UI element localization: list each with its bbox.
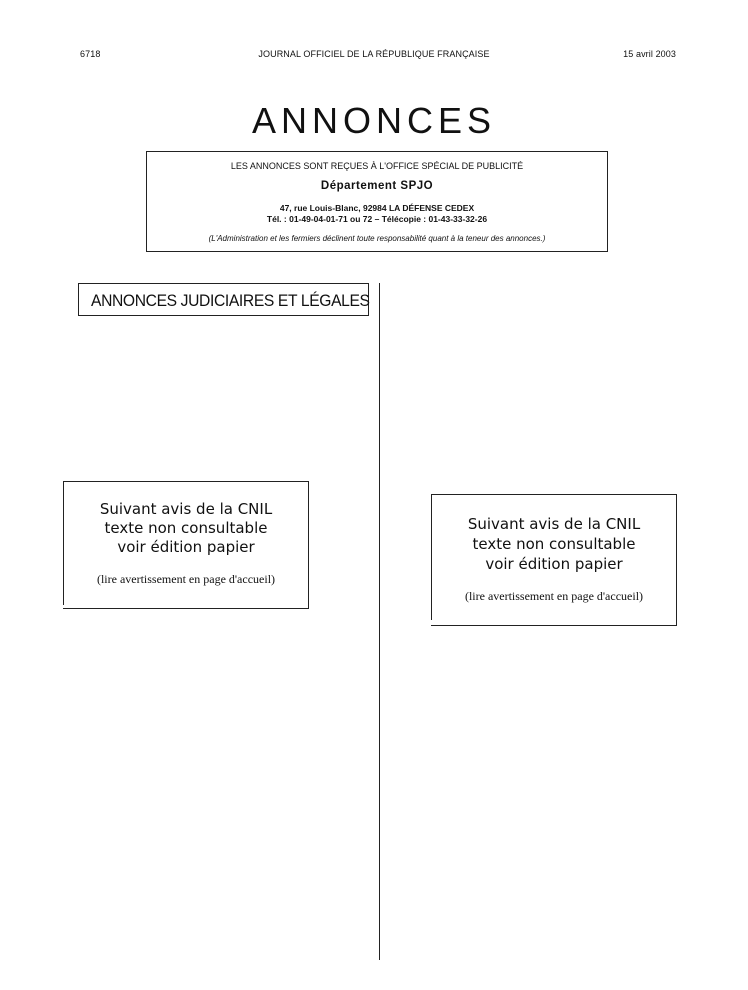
cnil-notice-right — [431, 494, 677, 626]
notice-note: (lire avertissement en page d'accueil) — [464, 589, 644, 603]
column-divider — [379, 283, 380, 960]
notice-line-3: voir édition papier — [485, 555, 623, 573]
info-line-department: Département SPJO — [320, 180, 434, 192]
journal-title: JOURNAL OFFICIEL DE LA RÉPUBLIQUE FRANÇAISE — [258, 49, 490, 59]
notice-line-1: Suivant avis de la CNIL — [467, 515, 641, 533]
section-title: ANNONCES JUDICIAIRES ET LÉGALES — [91, 291, 370, 310]
page-banner-title: ANNONCES — [251, 100, 497, 141]
notice-line-1: Suivant avis de la CNIL — [99, 500, 273, 518]
notice-border-top — [63, 481, 309, 482]
info-line-address: 47, rue Louis-Blanc, 92984 LA DÉFENSE CEDEX — [279, 203, 475, 213]
notice-line-3: voir édition papier — [117, 538, 255, 556]
notice-border-bottom — [63, 608, 309, 609]
info-line-phone: Tél. : 01-49-04-01-71 ou 72 – Télécopie : 01-43-33-32-26 — [266, 214, 488, 224]
notice-border-bottom — [431, 625, 677, 626]
notice-note: (lire avertissement en page d'accueil) — [96, 572, 276, 586]
cnil-notice-left — [63, 481, 309, 609]
publicity-office-info-box — [146, 151, 608, 252]
notice-line-2: texte non consultable — [472, 535, 636, 553]
issue-date: 15 avril 2003 — [623, 49, 676, 59]
info-line-reception: LES ANNONCES SONT REÇUES À L'OFFICE SPÉCIAL DE PUBLICITÉ — [230, 161, 524, 171]
page-number: 6718 — [80, 49, 101, 59]
notice-line-2: texte non consultable — [104, 519, 268, 537]
notice-border-top — [431, 494, 677, 495]
info-line-disclaimer: (L'Administration et les fermiers déclinent toute responsabilité quant à la teneur des annonces.) — [208, 234, 546, 243]
section-heading-box — [78, 283, 369, 316]
